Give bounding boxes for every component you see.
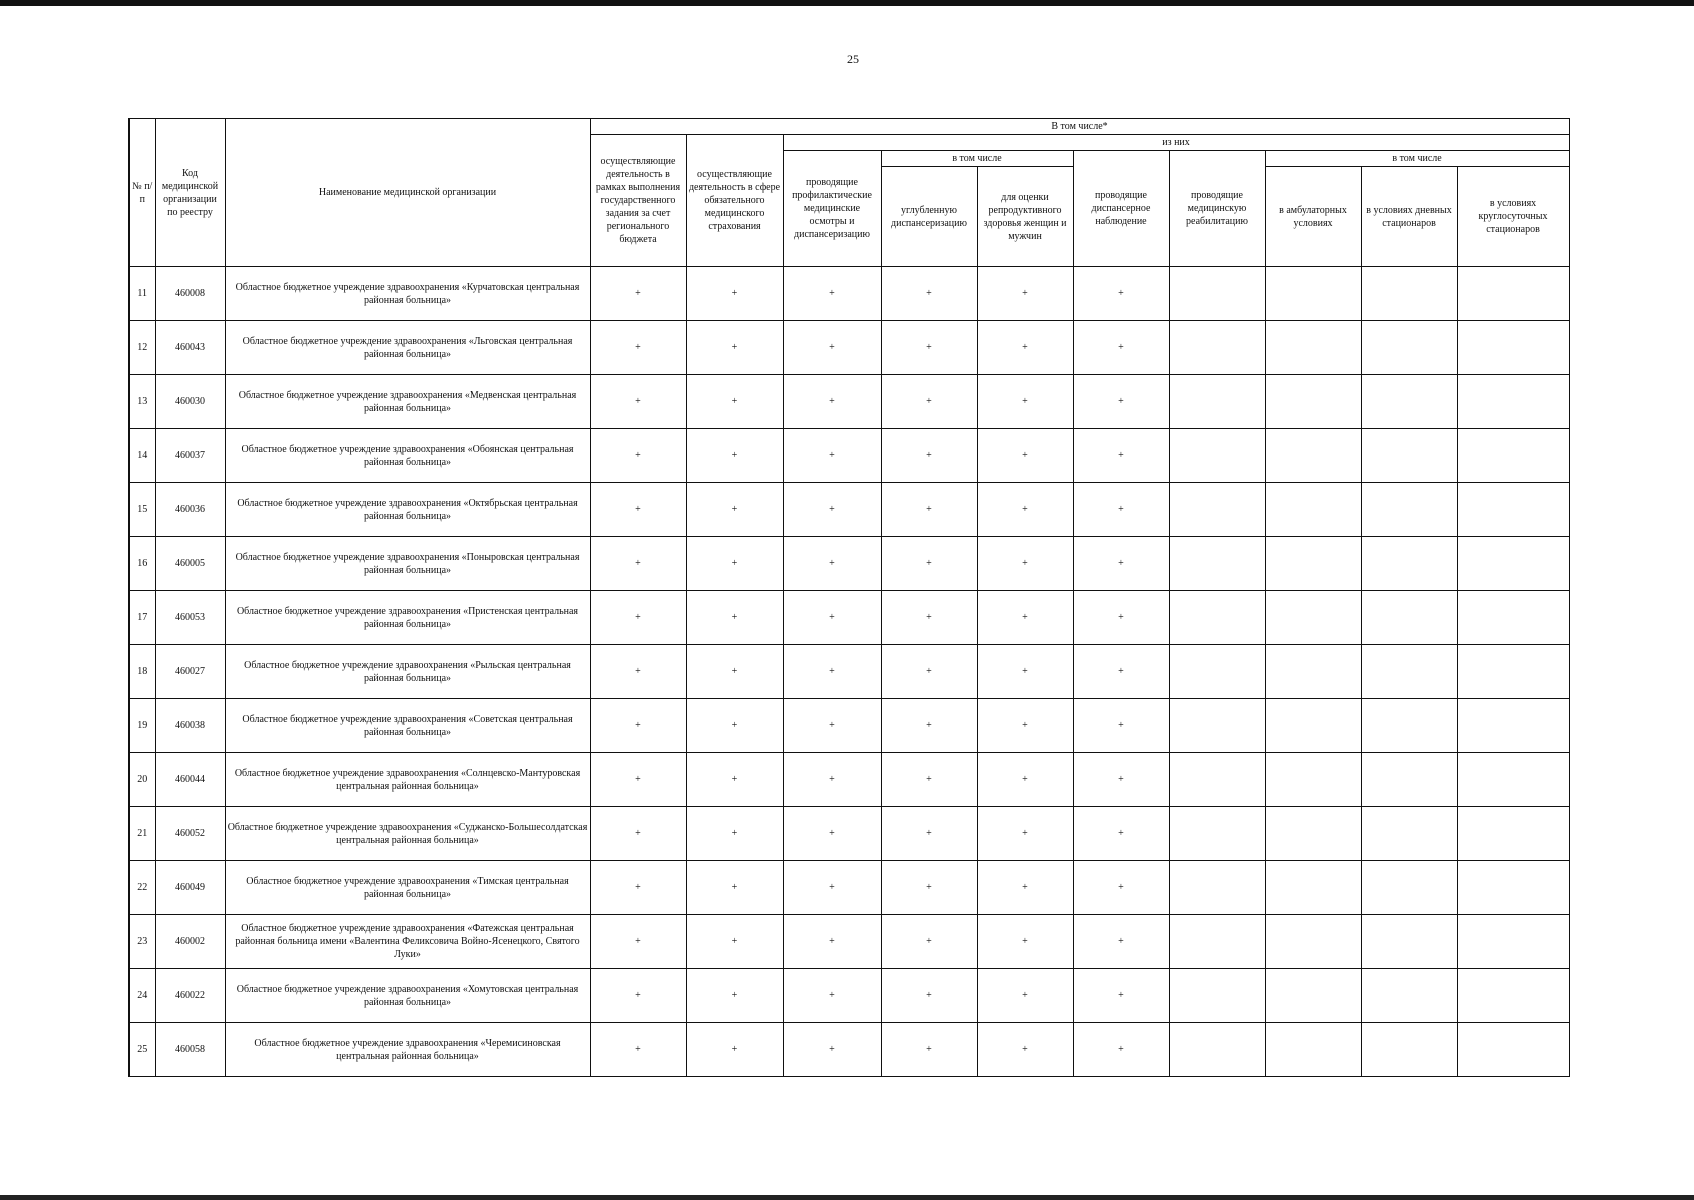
mark-cell: + — [1073, 969, 1169, 1023]
mark-cell — [1457, 321, 1569, 375]
row-number: 13 — [129, 375, 155, 429]
mark-cell — [1265, 645, 1361, 699]
mark-cell: + — [590, 591, 686, 645]
mark-cell: + — [590, 699, 686, 753]
mark-cell: + — [881, 537, 977, 591]
mark-cell: + — [783, 915, 881, 969]
mark-cell: + — [881, 645, 977, 699]
mark-cell: + — [686, 1023, 783, 1077]
mark-cell — [1457, 591, 1569, 645]
mark-cell: + — [783, 753, 881, 807]
row-number: 24 — [129, 969, 155, 1023]
organization-name: Областное бюджетное учреждение здравоохранения «Хомутовская центральная районная больница» — [225, 969, 590, 1023]
mark-cell: + — [783, 645, 881, 699]
mark-cell — [1361, 699, 1457, 753]
registry-code: 460049 — [155, 861, 225, 915]
mark-cell: + — [1073, 645, 1169, 699]
mark-cell: + — [881, 375, 977, 429]
table-header — [129, 119, 1569, 267]
mark-cell: + — [590, 753, 686, 807]
mark-cell: + — [783, 429, 881, 483]
mark-cell: + — [590, 483, 686, 537]
mark-cell — [1265, 969, 1361, 1023]
row-number: 19 — [129, 699, 155, 753]
mark-cell: + — [686, 861, 783, 915]
header-in-depth: углубленную диспансеризацию — [881, 167, 977, 267]
organization-name: Областное бюджетное учреждение здравоохранения «Черемисиновская центральная районная больница» — [225, 1023, 590, 1077]
mark-cell — [1265, 1023, 1361, 1077]
mark-cell — [1265, 537, 1361, 591]
mark-cell — [1361, 807, 1457, 861]
table-body — [129, 267, 1569, 1077]
table-row — [129, 1023, 1569, 1077]
mark-cell: + — [1073, 591, 1169, 645]
mark-cell: + — [783, 861, 881, 915]
mark-cell: + — [686, 267, 783, 321]
mark-cell — [1169, 969, 1265, 1023]
mark-cell — [1169, 321, 1265, 375]
mark-cell: + — [783, 1023, 881, 1077]
mark-cell: + — [977, 1023, 1073, 1077]
mark-cell: + — [977, 699, 1073, 753]
mark-cell: + — [881, 429, 977, 483]
mark-cell: + — [1073, 429, 1169, 483]
mark-cell: + — [1073, 1023, 1169, 1077]
mark-cell: + — [1073, 861, 1169, 915]
organization-name: Областное бюджетное учреждение здравоохранения «Октябрьская центральная районная больница» — [225, 483, 590, 537]
mark-cell: + — [977, 915, 1073, 969]
organization-name: Областное бюджетное учреждение здравоохранения «Советская центральная районная больница» — [225, 699, 590, 753]
table-row — [129, 375, 1569, 429]
row-number: 12 — [129, 321, 155, 375]
table-row — [129, 915, 1569, 969]
mark-cell: + — [977, 645, 1073, 699]
mark-cell: + — [977, 861, 1073, 915]
mark-cell: + — [977, 591, 1073, 645]
mark-cell — [1361, 1023, 1457, 1077]
row-number: 14 — [129, 429, 155, 483]
mark-cell: + — [686, 915, 783, 969]
mark-cell — [1169, 429, 1265, 483]
mark-cell: + — [977, 267, 1073, 321]
table-row — [129, 267, 1569, 321]
mark-cell: + — [881, 969, 977, 1023]
row-number: 11 — [129, 267, 155, 321]
table-row — [129, 591, 1569, 645]
mark-cell — [1457, 807, 1569, 861]
mark-cell — [1265, 375, 1361, 429]
table-row — [129, 429, 1569, 483]
organization-name: Областное бюджетное учреждение здравоохранения «Льговская центральная районная больница» — [225, 321, 590, 375]
mark-cell — [1169, 807, 1265, 861]
mark-cell: + — [1073, 915, 1169, 969]
mark-cell: + — [590, 807, 686, 861]
header-of-them: из них — [783, 135, 1569, 151]
header-rehab: проводящие медицинскую реабилитацию — [1169, 151, 1265, 267]
organization-name: Областное бюджетное учреждение здравоохранения «Медвенская центральная районная больница» — [225, 375, 590, 429]
mark-cell: + — [977, 483, 1073, 537]
table-row — [129, 537, 1569, 591]
mark-cell: + — [686, 321, 783, 375]
mark-cell — [1457, 969, 1569, 1023]
header-rehab-including: в том числе — [1265, 151, 1569, 167]
medical-organizations-table — [128, 118, 1570, 1077]
mark-cell: + — [977, 807, 1073, 861]
row-number: 15 — [129, 483, 155, 537]
mark-cell: + — [881, 861, 977, 915]
mark-cell: + — [1073, 375, 1169, 429]
mark-cell: + — [783, 591, 881, 645]
mark-cell — [1457, 753, 1569, 807]
mark-cell: + — [1073, 537, 1169, 591]
mark-cell: + — [881, 915, 977, 969]
header-dispensary: проводящие диспансерное наблюдение — [1073, 151, 1169, 267]
mark-cell — [1265, 753, 1361, 807]
registry-code: 460027 — [155, 645, 225, 699]
header-oms: осуществляющие деятельность в сфере обязательного медицинского страхования — [686, 135, 783, 267]
mark-cell: + — [881, 591, 977, 645]
mark-cell: + — [590, 1023, 686, 1077]
mark-cell — [1361, 969, 1457, 1023]
registry-code: 460058 — [155, 1023, 225, 1077]
mark-cell: + — [590, 537, 686, 591]
mark-cell — [1265, 699, 1361, 753]
header-outpatient: в амбулаторных условиях — [1265, 167, 1361, 267]
mark-cell: + — [977, 753, 1073, 807]
mark-cell: + — [881, 699, 977, 753]
mark-cell: + — [977, 321, 1073, 375]
row-number: 20 — [129, 753, 155, 807]
mark-cell: + — [590, 969, 686, 1023]
mark-cell: + — [977, 429, 1073, 483]
mark-cell — [1169, 483, 1265, 537]
mark-cell: + — [590, 321, 686, 375]
mark-cell: + — [1073, 807, 1169, 861]
mark-cell: + — [590, 915, 686, 969]
mark-cell — [1169, 591, 1265, 645]
mark-cell — [1361, 591, 1457, 645]
registry-code: 460037 — [155, 429, 225, 483]
mark-cell — [1265, 321, 1361, 375]
mark-cell — [1169, 645, 1265, 699]
mark-cell: + — [1073, 753, 1169, 807]
mark-cell — [1457, 429, 1569, 483]
row-number: 25 — [129, 1023, 155, 1077]
table-row — [129, 861, 1569, 915]
mark-cell — [1361, 483, 1457, 537]
mark-cell: + — [686, 429, 783, 483]
registry-code: 460022 — [155, 969, 225, 1023]
mark-cell: + — [686, 753, 783, 807]
mark-cell: + — [881, 1023, 977, 1077]
mark-cell: + — [881, 753, 977, 807]
mark-cell: + — [783, 483, 881, 537]
mark-cell — [1457, 1023, 1569, 1077]
registry-code: 460008 — [155, 267, 225, 321]
mark-cell: + — [686, 483, 783, 537]
mark-cell — [1265, 267, 1361, 321]
mark-cell — [1169, 1023, 1265, 1077]
mark-cell: + — [590, 429, 686, 483]
mark-cell: + — [881, 483, 977, 537]
row-number: 23 — [129, 915, 155, 969]
mark-cell: + — [1073, 321, 1169, 375]
mark-cell — [1457, 537, 1569, 591]
row-number: 21 — [129, 807, 155, 861]
table-row — [129, 969, 1569, 1023]
header-including: В том числе* — [590, 119, 1569, 135]
registry-code: 460043 — [155, 321, 225, 375]
mark-cell — [1265, 591, 1361, 645]
header-round-clock: в условиях круглосуточных стационаров — [1457, 167, 1569, 267]
table-row — [129, 321, 1569, 375]
mark-cell: + — [1073, 483, 1169, 537]
mark-cell — [1457, 375, 1569, 429]
mark-cell: + — [686, 645, 783, 699]
mark-cell — [1457, 645, 1569, 699]
header-prophylactic: проводящие профилактические медицинские осмотры и диспансеризацию — [783, 151, 881, 267]
organization-name: Областное бюджетное учреждение здравоохранения «Поныровская центральная районная больница» — [225, 537, 590, 591]
mark-cell: + — [977, 375, 1073, 429]
mark-cell — [1265, 483, 1361, 537]
mark-cell: + — [590, 375, 686, 429]
row-number: 18 — [129, 645, 155, 699]
mark-cell — [1457, 861, 1569, 915]
page-number: 25 — [847, 52, 859, 66]
mark-cell: + — [881, 267, 977, 321]
mark-cell — [1361, 537, 1457, 591]
mark-cell — [1169, 915, 1265, 969]
scan-edge-bottom — [0, 1195, 1694, 1200]
organization-name: Областное бюджетное учреждение здравоохранения «Курчатовская центральная районная больница» — [225, 267, 590, 321]
organization-name: Областное бюджетное учреждение здравоохранения «Тимская центральная районная больница» — [225, 861, 590, 915]
mark-cell — [1169, 267, 1265, 321]
mark-cell: + — [977, 969, 1073, 1023]
row-number: 22 — [129, 861, 155, 915]
mark-cell — [1169, 375, 1265, 429]
registry-code: 460052 — [155, 807, 225, 861]
mark-cell — [1169, 537, 1265, 591]
mark-cell — [1361, 375, 1457, 429]
mark-cell: + — [1073, 267, 1169, 321]
mark-cell — [1361, 321, 1457, 375]
mark-cell — [1265, 429, 1361, 483]
mark-cell: + — [686, 375, 783, 429]
row-number: 17 — [129, 591, 155, 645]
mark-cell: + — [881, 321, 977, 375]
organization-name: Областное бюджетное учреждение здравоохранения «Фатежская центральная районная больница имени «Валентина Феликсовича Войно-Ясенецкого, Святого Луки» — [225, 915, 590, 969]
mark-cell — [1169, 699, 1265, 753]
mark-cell: + — [783, 267, 881, 321]
organization-name: Областное бюджетное учреждение здравоохранения «Суджанско-Большесолдатская центральная районная больница» — [225, 807, 590, 861]
organization-name: Областное бюджетное учреждение здравоохранения «Обоянская центральная районная больница» — [225, 429, 590, 483]
header-reproductive: для оценки репродуктивного здоровья женщин и мужчин — [977, 167, 1073, 267]
registry-code: 460044 — [155, 753, 225, 807]
mark-cell: + — [590, 645, 686, 699]
mark-cell — [1457, 267, 1569, 321]
table-row — [129, 807, 1569, 861]
mark-cell: + — [977, 537, 1073, 591]
header-name: Наименование медицинской организации — [225, 119, 590, 267]
table-row — [129, 753, 1569, 807]
row-number: 16 — [129, 537, 155, 591]
mark-cell: + — [686, 537, 783, 591]
header-budget: осуществляющие деятельность в рамках выполнения государственного задания за счет регионального бюджета — [590, 135, 686, 267]
registry-code: 460002 — [155, 915, 225, 969]
organization-name: Областное бюджетное учреждение здравоохранения «Рыльская центральная районная больница» — [225, 645, 590, 699]
registry-code: 460030 — [155, 375, 225, 429]
mark-cell: + — [783, 375, 881, 429]
mark-cell — [1457, 915, 1569, 969]
mark-cell: + — [881, 807, 977, 861]
mark-cell — [1457, 699, 1569, 753]
mark-cell: + — [783, 699, 881, 753]
mark-cell — [1361, 753, 1457, 807]
header-code: Код медицинской организации по реестру — [155, 119, 225, 267]
table-row — [129, 699, 1569, 753]
mark-cell: + — [686, 591, 783, 645]
header-prophylactic-including: в том числе — [881, 151, 1073, 167]
mark-cell — [1361, 645, 1457, 699]
mark-cell: + — [590, 267, 686, 321]
mark-cell: + — [1073, 699, 1169, 753]
mark-cell: + — [783, 969, 881, 1023]
mark-cell: + — [783, 537, 881, 591]
registry-code: 460038 — [155, 699, 225, 753]
organization-name: Областное бюджетное учреждение здравоохранения «Солнцевско-Мантуровская центральная районная больница» — [225, 753, 590, 807]
scan-edge-top — [0, 0, 1694, 6]
mark-cell — [1169, 753, 1265, 807]
mark-cell: + — [590, 861, 686, 915]
registry-code: 460036 — [155, 483, 225, 537]
organization-name: Областное бюджетное учреждение здравоохранения «Пристенская центральная районная больница» — [225, 591, 590, 645]
registry-code: 460005 — [155, 537, 225, 591]
mark-cell — [1457, 483, 1569, 537]
mark-cell: + — [686, 699, 783, 753]
mark-cell — [1265, 915, 1361, 969]
table-row — [129, 645, 1569, 699]
mark-cell — [1361, 915, 1457, 969]
mark-cell — [1265, 807, 1361, 861]
mark-cell — [1169, 861, 1265, 915]
registry-code: 460053 — [155, 591, 225, 645]
header-num: № п/п — [129, 119, 155, 267]
mark-cell: + — [686, 807, 783, 861]
mark-cell — [1361, 861, 1457, 915]
table-row — [129, 483, 1569, 537]
mark-cell — [1361, 429, 1457, 483]
mark-cell: + — [783, 321, 881, 375]
header-day-hospital: в условиях дневных стационаров — [1361, 167, 1457, 267]
mark-cell: + — [686, 969, 783, 1023]
mark-cell — [1265, 861, 1361, 915]
mark-cell: + — [783, 807, 881, 861]
mark-cell — [1361, 267, 1457, 321]
